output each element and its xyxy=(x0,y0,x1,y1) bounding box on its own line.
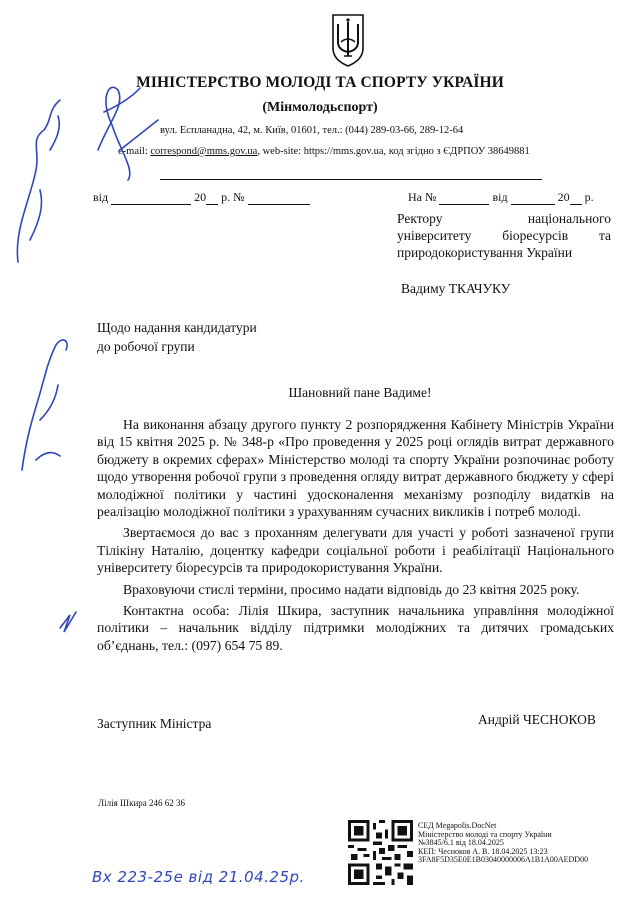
letterhead-divider xyxy=(160,179,542,180)
handwritten-tick-mark xyxy=(60,612,76,632)
recipient-line: природокористування України xyxy=(397,245,573,260)
recipient-block xyxy=(397,210,611,261)
recipient-line: Ректору національного xyxy=(397,211,611,226)
subject-block xyxy=(97,318,257,356)
reference-number-blank xyxy=(439,193,489,205)
e-signature-stamp xyxy=(418,822,588,865)
stamp-line: 3FA8F5D35E0E1B03040000006A1B1A00AEDD00 xyxy=(418,855,589,865)
subject-line: Щодо надання кандидатури xyxy=(97,320,257,335)
handwritten-side-note xyxy=(22,340,67,470)
email-link[interactable]: correspond@mms.gov.ua xyxy=(150,146,258,157)
letter-body xyxy=(97,416,614,654)
reference-date-blank xyxy=(511,193,555,205)
from-label: від xyxy=(93,190,109,204)
ministry-name: МІНІСТЕРСТВО МОЛОДІ ТА СПОРТУ УКРАЇНИ xyxy=(136,74,504,91)
stamp-line: Міністерство молоді та спорту України xyxy=(418,829,552,839)
ministry-contacts xyxy=(118,146,530,157)
ministry-address: вул. Еспланадна, 42, м. Київ, 01601, тел.: (044) 289-03-66, 289-12-64 xyxy=(160,125,464,136)
website-and-code: , web-site: https://mms.gov.ua, код згідно з ЄДРПОУ 38649881 xyxy=(257,146,530,157)
signatory-title: Заступник Міністра xyxy=(97,716,212,731)
outgoing-registration-line xyxy=(93,190,310,205)
body-paragraph: Контактна особа: Лілія Шкира, заступник начальника управління молодіжної політики – начальник відділу підтримки молодіжних та дитячих громадських об’єднань, тел.: (097) 654 75 89. xyxy=(97,603,614,653)
executor-info: Лілія Шкира 246 62 36 xyxy=(98,798,185,808)
date-blank xyxy=(111,193,191,205)
body-paragraph: На виконання абзацу другого пункту 2 розпорядження Кабінету Міністрів України від 15 квітня 2025 р. № 348-р «Про проведення у 2025 році оглядів витрат державного бюджету в окремих сферах» Міністерство молоді та спорту України розпочинає роботу щодо утворення робочої групи з проведення огляду витрат державного бюджету у сфері молодіжної політики у частині удосконалення механізму розподілу видатків на реалізацію молодіжної політики з урахуванням сучасних викликів і потреб молоді. xyxy=(97,417,614,520)
reference-from-label: від xyxy=(492,190,508,204)
number-label: р. № xyxy=(221,190,245,204)
reference-year-suffix: р. xyxy=(584,190,594,204)
incoming-reference-line xyxy=(408,190,594,205)
recipient-name: Вадиму ТКАЧУКУ xyxy=(401,281,511,296)
body-paragraph: Враховуючи стислі терміни, просимо надати відповідь до 23 квітня 2025 року. xyxy=(123,581,580,597)
year-blank xyxy=(206,193,218,205)
recipient-line: університету біоресурсів та xyxy=(397,228,611,243)
handwritten-incoming-number: Вх 223-25е від 21.04.25р. xyxy=(92,868,305,886)
stamp-line: СЕД Megapolis.DocNet xyxy=(418,821,497,830)
qr-code-icon xyxy=(348,820,413,885)
trident-emblem-icon xyxy=(330,12,366,68)
stamp-line: КЕП: Чесноков А. В. 18.04.2025 13:23 xyxy=(418,846,548,856)
subject-line: до робочої групи xyxy=(97,339,195,354)
stamp-line: №3845/6.1 від 18.04.2025 xyxy=(418,838,504,848)
handwritten-resolution-scribble xyxy=(17,100,60,262)
reference-number-label: На № xyxy=(408,190,437,204)
reference-year-blank xyxy=(570,193,582,205)
body-paragraph: Звертаємося до вас з проханням делегувати для участі у роботі зазначеної групи Тілікіну Наталію, доцентку кафедри соціальної роботи і реабілітації Національного університету біоресурсів та природокористування України. xyxy=(97,525,614,576)
reference-year-prefix: 20 xyxy=(557,190,570,204)
year-prefix: 20 xyxy=(194,190,207,204)
signatory-name: Андрій ЧЕСНОКОВ xyxy=(478,712,596,727)
greeting: Шановний пане Вадиме! xyxy=(288,385,432,400)
number-blank xyxy=(248,193,310,205)
email-label: e-mail: xyxy=(118,146,148,157)
ministry-short-name: (Мінмолодьспорт) xyxy=(262,100,378,115)
